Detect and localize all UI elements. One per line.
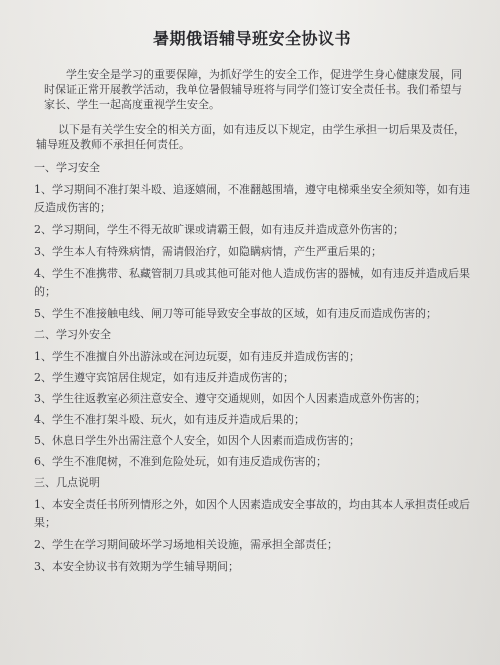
section-item: 3、学生往返教室必须注意安全、遵守交通规则，如因个人因素造成意外伤害的；: [34, 392, 426, 405]
section-item: 2、学生遵守宾馆居住规定，如有违反并造成伤害的；: [34, 371, 294, 384]
section-item: 2、学习期间，学生不得无故旷课或请霸王假，如有违反并造成意外伤害的；: [34, 223, 404, 236]
section-heading-outside-learning-safety: 二、学习外安全: [34, 328, 111, 341]
section-item: 3、学生本人有特殊病情，需请假治疗，如隐瞒病情，产生严重后果的；: [34, 245, 382, 258]
section-item: 3、本安全协议书有效期为学生辅导期间；: [34, 560, 239, 573]
preface-paragraph: 以下是有关学生安全的相关方面，如有违反以下规定，由学生承担一切后果及责任，辅导班及教师不承担任何责任。: [36, 123, 465, 151]
intro-paragraph: 学生安全是学习的重要保障，为抓好学生的安全工作，促进学生身心健康发展，同时保证正常开展教学活动，我单位暑假辅导班将与同学们签订安全责任书。我们希望与家长、学生一起高度重视学生安全。: [44, 68, 462, 111]
section-item: 5、休息日学生外出需注意个人安全，如因个人因素而造成伤害的；: [34, 434, 360, 447]
section-heading-learning-safety: 一、学习安全: [34, 161, 100, 174]
section-item: 1、本安全责任书所列情形之外，如因个人因素造成安全事故的，均由其本人承担责任或后果；: [34, 498, 470, 529]
document-title: 暑期俄语辅导班安全协议书: [152, 29, 351, 48]
section-item: 2、学生在学习期间破坏学习场地相关设施，需承担全部责任；: [34, 538, 338, 551]
section-heading-notes: 三、几点说明: [34, 476, 100, 489]
section-item: 1、学习期间不准打架斗殴、追逐嬉闹，不准翻越围墙，遵守电梯乘坐安全须知等，如有违反造成伤害的；: [34, 183, 470, 214]
section-item: 1、学生不准擅自外出游泳或在河边玩耍，如有违反并造成伤害的；: [34, 350, 360, 363]
section-item: 6、学生不准爬树，不准到危险处玩，如有违反造成伤害的；: [34, 455, 327, 468]
section-item: 4、学生不准携带、私藏管制刀具或其他可能对他人造成伤害的器械，如有违反并造成后果的；: [34, 267, 470, 298]
section-item: 4、学生不准打架斗殴、玩火，如有违反并造成后果的；: [34, 413, 305, 426]
section-item: 5、学生不准接触电线、闸刀等可能导致安全事故的区域，如有违反而造成伤害的；: [34, 307, 437, 320]
